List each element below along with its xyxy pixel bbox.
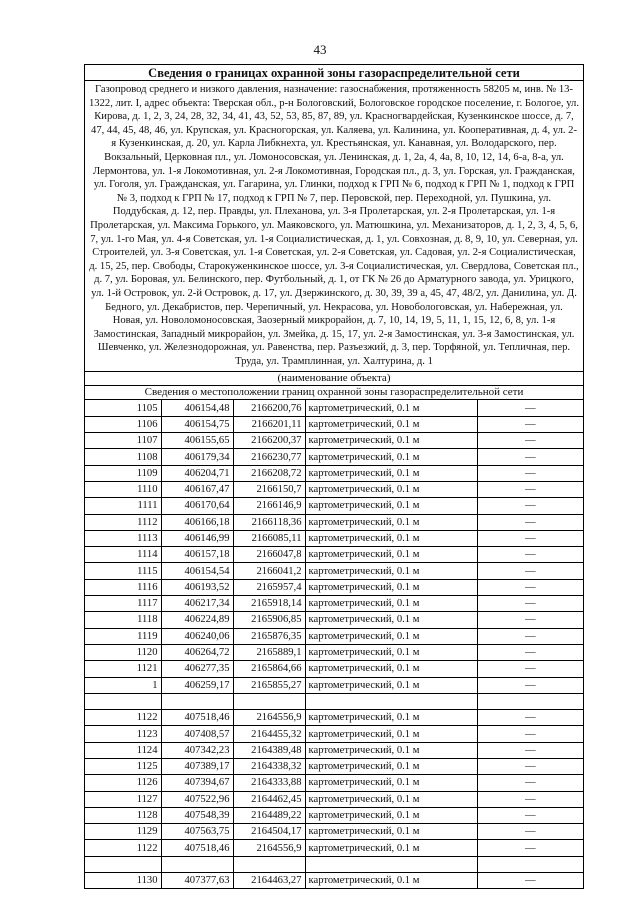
dash-mark: — <box>524 712 536 724</box>
dash-mark: — <box>524 777 536 789</box>
y-coordinate-cell: 2165918,14 <box>233 596 305 612</box>
table-row <box>85 579 583 595</box>
dash-mark: — <box>524 614 536 626</box>
point-number-cell: 1122 <box>85 840 161 856</box>
method-cell: картометрический, 0.1 м <box>305 628 477 644</box>
empty-row <box>85 693 583 709</box>
table-row <box>85 400 583 416</box>
y-coordinate-cell: 2164504,17 <box>233 824 305 840</box>
y-coordinate-cell: 2166200,76 <box>233 400 305 416</box>
description-cell <box>477 873 583 889</box>
description-cell <box>477 596 583 612</box>
dash-mark: — <box>524 826 536 838</box>
x-coordinate-cell: 406154,48 <box>161 400 233 416</box>
description-cell <box>477 433 583 449</box>
y-coordinate-cell: 2166208,72 <box>233 465 305 481</box>
table-row <box>85 775 583 791</box>
x-coordinate-cell: 407518,46 <box>161 710 233 726</box>
description-cell <box>477 856 583 872</box>
method-cell: картометрический, 0.1 м <box>305 514 477 530</box>
table-row <box>85 416 583 432</box>
x-coordinate-cell: 406217,34 <box>161 596 233 612</box>
method-cell: картометрический, 0.1 м <box>305 433 477 449</box>
description-cell <box>477 547 583 563</box>
point-number-cell: 1127 <box>85 791 161 807</box>
point-number-cell: 1107 <box>85 433 161 449</box>
table-row <box>85 726 583 742</box>
point-number-cell: 1123 <box>85 726 161 742</box>
dash-mark: — <box>524 810 536 822</box>
table-row <box>85 873 583 889</box>
description-cell <box>477 661 583 677</box>
point-number-cell <box>85 693 161 709</box>
table-row <box>85 644 583 660</box>
x-coordinate-cell <box>161 693 233 709</box>
dash-mark: — <box>524 761 536 773</box>
empty-row <box>85 856 583 872</box>
table-row <box>85 498 583 514</box>
x-coordinate-cell: 406179,34 <box>161 449 233 465</box>
point-number-cell: 1111 <box>85 498 161 514</box>
description-cell <box>477 579 583 595</box>
dash-mark: — <box>524 451 536 463</box>
method-cell: картометрический, 0.1 м <box>305 726 477 742</box>
y-coordinate-cell: 2164463,27 <box>233 873 305 889</box>
description-cell <box>477 628 583 644</box>
y-coordinate-cell: 2164333,88 <box>233 775 305 791</box>
x-coordinate-cell: 406193,52 <box>161 579 233 595</box>
location-subheading: Сведения о местоположении границ охранной зоны газораспределительной сети <box>85 386 583 400</box>
y-coordinate-cell: 2166230,77 <box>233 449 305 465</box>
y-coordinate-cell: 2164389,48 <box>233 742 305 758</box>
dash-mark: — <box>524 402 536 414</box>
point-number-cell: 1120 <box>85 644 161 660</box>
dash-mark: — <box>524 581 536 593</box>
method-cell: картометрический, 0.1 м <box>305 563 477 579</box>
y-coordinate-cell: 2166085,11 <box>233 530 305 546</box>
method-cell: картометрический, 0.1 м <box>305 840 477 856</box>
description-cell <box>477 644 583 660</box>
point-number-cell: 1122 <box>85 710 161 726</box>
dash-mark: — <box>524 728 536 740</box>
point-number-cell: 1113 <box>85 530 161 546</box>
y-coordinate-cell: 2164556,9 <box>233 840 305 856</box>
point-number-cell: 1119 <box>85 628 161 644</box>
table-row <box>85 612 583 628</box>
x-coordinate-cell: 406157,18 <box>161 547 233 563</box>
x-coordinate-cell: 406224,89 <box>161 612 233 628</box>
x-coordinate-cell: 406146,99 <box>161 530 233 546</box>
x-coordinate-cell: 406240,06 <box>161 628 233 644</box>
sheet-title: Сведения о границах охранной зоны газораспределительной сети <box>85 65 583 81</box>
point-number-cell <box>85 856 161 872</box>
y-coordinate-cell: 2164455,32 <box>233 726 305 742</box>
point-number-cell: 1108 <box>85 449 161 465</box>
x-coordinate-cell: 406170,64 <box>161 498 233 514</box>
point-number-cell: 1106 <box>85 416 161 432</box>
x-coordinate-cell: 406154,54 <box>161 563 233 579</box>
dash-mark: — <box>524 875 536 887</box>
point-number-cell: 1130 <box>85 873 161 889</box>
dash-mark: — <box>524 842 536 854</box>
table-row <box>85 791 583 807</box>
x-coordinate-cell: 406204,71 <box>161 465 233 481</box>
description-cell <box>477 514 583 530</box>
point-number-cell: 1112 <box>85 514 161 530</box>
y-coordinate-cell: 2166118,36 <box>233 514 305 530</box>
table-row <box>85 628 583 644</box>
y-coordinate-cell: 2164338,32 <box>233 759 305 775</box>
table-row <box>85 824 583 840</box>
dash-mark: — <box>524 532 536 544</box>
y-coordinate-cell <box>233 856 305 872</box>
description-cell <box>477 677 583 693</box>
point-number-cell: 1 <box>85 677 161 693</box>
y-coordinate-cell: 2165855,27 <box>233 677 305 693</box>
method-cell: картометрический, 0.1 м <box>305 775 477 791</box>
description-cell <box>477 824 583 840</box>
table-row <box>85 677 583 693</box>
y-coordinate-cell: 2166150,7 <box>233 481 305 497</box>
table-row <box>85 433 583 449</box>
table-row <box>85 465 583 481</box>
description-cell <box>477 807 583 823</box>
x-coordinate-cell: 406277,35 <box>161 661 233 677</box>
method-cell: картометрический, 0.1 м <box>305 612 477 628</box>
description-cell <box>477 400 583 416</box>
y-coordinate-cell: 2166201,11 <box>233 416 305 432</box>
table-row <box>85 547 583 563</box>
dash-mark: — <box>524 418 536 430</box>
description-cell <box>477 726 583 742</box>
x-coordinate-cell <box>161 856 233 872</box>
x-coordinate-cell: 407408,57 <box>161 726 233 742</box>
method-cell <box>305 856 477 872</box>
dash-mark: — <box>524 744 536 756</box>
description-cell <box>477 498 583 514</box>
x-coordinate-cell: 407389,17 <box>161 759 233 775</box>
x-coordinate-cell: 407377,63 <box>161 873 233 889</box>
point-number-cell: 1116 <box>85 579 161 595</box>
y-coordinate-cell: 2166047,8 <box>233 547 305 563</box>
y-coordinate-cell: 2165876,35 <box>233 628 305 644</box>
table-row <box>85 840 583 856</box>
method-cell: картометрический, 0.1 м <box>305 498 477 514</box>
description-cell <box>477 840 583 856</box>
dash-mark: — <box>524 663 536 675</box>
dash-mark: — <box>524 435 536 447</box>
x-coordinate-cell: 407563,75 <box>161 824 233 840</box>
y-coordinate-cell: 2165889,1 <box>233 644 305 660</box>
table-row <box>85 742 583 758</box>
description-cell <box>477 416 583 432</box>
y-coordinate-cell: 2164462,45 <box>233 791 305 807</box>
dash-mark: — <box>524 679 536 691</box>
description-cell <box>477 693 583 709</box>
dash-mark: — <box>524 647 536 659</box>
method-cell: картометрический, 0.1 м <box>305 759 477 775</box>
method-cell: картометрический, 0.1 м <box>305 791 477 807</box>
point-number-cell: 1125 <box>85 759 161 775</box>
dash-mark: — <box>524 467 536 479</box>
x-coordinate-cell: 407394,67 <box>161 775 233 791</box>
point-number-cell: 1126 <box>85 775 161 791</box>
y-coordinate-cell: 2165957,4 <box>233 579 305 595</box>
method-cell: картометрический, 0.1 м <box>305 547 477 563</box>
method-cell: картометрический, 0.1 м <box>305 481 477 497</box>
x-coordinate-cell: 406167,47 <box>161 481 233 497</box>
dash-mark: — <box>524 500 536 512</box>
method-cell: картометрический, 0.1 м <box>305 710 477 726</box>
point-number-cell: 1110 <box>85 481 161 497</box>
x-coordinate-cell: 406166,18 <box>161 514 233 530</box>
description-cell <box>477 775 583 791</box>
description-cell <box>477 791 583 807</box>
method-cell: картометрический, 0.1 м <box>305 677 477 693</box>
method-cell: картометрический, 0.1 м <box>305 579 477 595</box>
description-cell <box>477 742 583 758</box>
table-row <box>85 563 583 579</box>
object-description: Газопровод среднего и низкого давления, назначение: газоснабжения, протяженность 58205 м, инв. № 13-1322, лит. I, адрес объекта: Тверская обл., р-н Бологовский, Бологовское городское поселение, г. Бологое, ул. Кирова, д. 1, 2, 3, 24, 28, 32, 34, 41, 43, 52, 53, 85, 87, 89, ул. Красногвардейская, Кузенкинское шоссе, д. 7, 47, 44, 45, 48, 46, ул. Крупская, ул. Красногорская, ул. Каляева, ул. Калинина, ул. Кооперативная, д. 4, ул. 2-я Кузенкинская, д. 20, ул. Карла Либкнехта, ул. Крестьянская, ул. Канавная, ул. Володарского, пер. Вокзальный, Церковная пл., ул. Ломоносовская, ул. Ленинская, д. 1, 2а, 4, 4а, 8, 10, 12, 14, 6-а, 8-а, ул. Лермонтова, ул. 1-я Локомотивная, ул. 2-я Локомотивная, Городская пл., д. 3, ул. Горская, ул. Гражданская, ул. Гоголя, ул. Гражданская, ул. Гагарина, ул. Глинки, подход к ГРП № 6, подход к ГРП № 1, подход к ГРП № 3, подход к ГРП № 17, подход к ГРП № 7, пер. Перовской, пер. Переходной, ул. Пушкина, ул. Поддубская, д. 12, пер. Правды, ул. Плеханова, ул. 3-я Пролетарская, ул. 2-я Пролетарская, ул. 1-я Пролетарская, ул. Максима Горького, ул. Маяковского, ул. Матюшкина, ул. Механизаторов, д. 1, 2, 3, 4, 5, 6, 7, ул. 1-го Мая, ул. 4-я Советская, ул. 1-я Социалистическая, д. 1, ул. Совхозная, д. 8, 9, 10, ул. Северная, ул. Строителей, ул. 3-я Советская, ул. 1-я Советская, ул. 2-я Советская, ул. Садовая, ул. 2-я Социалистическая, д. 15, 25, пер. Свободы, Старокуженкинское шоссе, ул. 3-я Социалистическая, ул. Свердлова, Советская пл., д. 7, ул. Боровая, ул. Белинского, пер. Футбольный, д. 1, от ГК № 26 до Арматурного завода, ул. Урицкого, ул. 1-й Островок, ул. 2-й Островок, д. 17, ул. Дзержинского, д. 30, 39, 39 а, 45, 47, 48/2, ул. Данилина, ул. Д. Бедного, ул. Декабристов, пер. Черепичный, ул. Некрасова, ул. Новобологовская, ул. Набережная, ул. Новая, ул. Новоломоносовская, Заозерный микрорайон, д. 7, 10, 14, 19, 5, 11, 1, 15, 12, 6, 8, ул. 1-я Замостинская, Западный микрорайон, ул. Змейка, д. 15, 17, ул. 2-я Замостинская, ул. 3-я Замостинская, ул. Шевченко, ул. Железнодорожная, ул. Равенства, пер. Разъезжий, д. 3, пер. Торфяной, ул. Тепличная, пер. Труда, ул. Трамплинная, ул. Халтурина, д. 1 <box>85 81 583 372</box>
y-coordinate-cell: 2166146,9 <box>233 498 305 514</box>
x-coordinate-cell: 406264,72 <box>161 644 233 660</box>
point-number-cell: 1117 <box>85 596 161 612</box>
point-number-cell: 1129 <box>85 824 161 840</box>
description-cell <box>477 465 583 481</box>
table-row <box>85 481 583 497</box>
description-cell <box>477 481 583 497</box>
y-coordinate-cell: 2165906,85 <box>233 612 305 628</box>
coordinates-table <box>85 400 583 888</box>
method-cell: картометрический, 0.1 м <box>305 661 477 677</box>
point-number-cell: 1114 <box>85 547 161 563</box>
x-coordinate-cell: 407518,46 <box>161 840 233 856</box>
point-number-cell: 1105 <box>85 400 161 416</box>
table-row <box>85 449 583 465</box>
y-coordinate-cell: 2166041,2 <box>233 563 305 579</box>
x-coordinate-cell: 406259,17 <box>161 677 233 693</box>
point-number-cell: 1121 <box>85 661 161 677</box>
method-cell: картометрический, 0.1 м <box>305 416 477 432</box>
point-number-cell: 1115 <box>85 563 161 579</box>
table-row <box>85 807 583 823</box>
x-coordinate-cell: 406155,65 <box>161 433 233 449</box>
object-name-caption: (наименование объекта) <box>85 372 583 386</box>
description-cell <box>477 612 583 628</box>
method-cell: картометрический, 0.1 м <box>305 742 477 758</box>
description-cell <box>477 710 583 726</box>
y-coordinate-cell: 2165864,66 <box>233 661 305 677</box>
x-coordinate-cell: 407522,96 <box>161 791 233 807</box>
method-cell: картометрический, 0.1 м <box>305 449 477 465</box>
method-cell: картометрический, 0.1 м <box>305 644 477 660</box>
y-coordinate-cell: 2164489,22 <box>233 807 305 823</box>
y-coordinate-cell: 2164556,9 <box>233 710 305 726</box>
method-cell: картометрический, 0.1 м <box>305 596 477 612</box>
point-number-cell: 1128 <box>85 807 161 823</box>
dash-mark: — <box>524 565 536 577</box>
method-cell: картометрический, 0.1 м <box>305 530 477 546</box>
table-row <box>85 596 583 612</box>
table-row <box>85 710 583 726</box>
description-cell <box>477 563 583 579</box>
point-number-cell: 1109 <box>85 465 161 481</box>
dash-mark: — <box>524 598 536 610</box>
dash-mark: — <box>524 549 536 561</box>
point-number-cell: 1124 <box>85 742 161 758</box>
method-cell <box>305 693 477 709</box>
method-cell: картометрический, 0.1 м <box>305 824 477 840</box>
table-row <box>85 514 583 530</box>
coordinates-table-body <box>85 400 583 888</box>
table-row <box>85 759 583 775</box>
x-coordinate-cell: 407548,39 <box>161 807 233 823</box>
dash-mark: — <box>524 793 536 805</box>
dash-mark: — <box>524 484 536 496</box>
y-coordinate-cell: 2166200,37 <box>233 433 305 449</box>
method-cell: картометрический, 0.1 м <box>305 807 477 823</box>
table-row <box>85 530 583 546</box>
table-row <box>85 661 583 677</box>
boundary-info-sheet <box>84 64 584 889</box>
description-cell <box>477 530 583 546</box>
method-cell: картометрический, 0.1 м <box>305 400 477 416</box>
dash-mark: — <box>524 630 536 642</box>
y-coordinate-cell <box>233 693 305 709</box>
description-cell <box>477 759 583 775</box>
page-number: 43 <box>313 42 327 57</box>
point-number-cell: 1118 <box>85 612 161 628</box>
method-cell: картометрический, 0.1 м <box>305 873 477 889</box>
x-coordinate-cell: 407342,23 <box>161 742 233 758</box>
x-coordinate-cell: 406154,75 <box>161 416 233 432</box>
dash-mark: — <box>524 516 536 528</box>
description-cell <box>477 449 583 465</box>
method-cell: картометрический, 0.1 м <box>305 465 477 481</box>
